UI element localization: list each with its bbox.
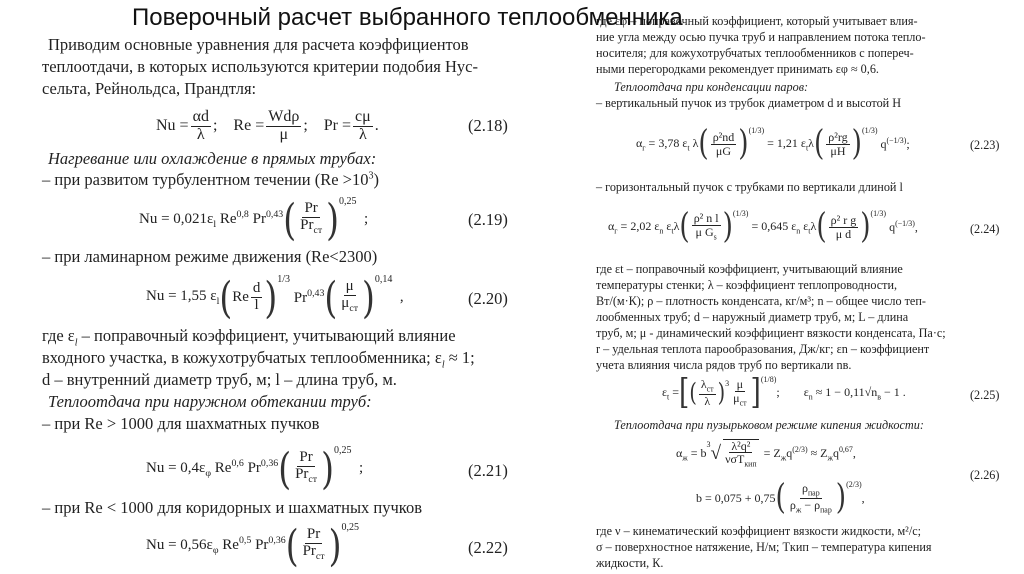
intro-line-1: Приводим основные уравнения для расчета коэффициентов: [48, 35, 469, 54]
equation-2-18: Nu = $\frac{\alpha d}{\lambda}$ ; Re = $\frac{\text{Wdρ}}{\mu}$ ; Pr = $\frac{c\mu}{\lambda}$ .: [156, 107, 379, 143]
slide-title: Поверочный расчет выбранного теплообменника: [132, 4, 683, 31]
heading-straight-tubes: Нагревание или охлаждение в прямых трубах:: [48, 149, 377, 168]
equation-number-2-23: (2.23): [970, 138, 1000, 152]
right-line-2: ние угла между осью пучка труб и направлением потока тепло-: [596, 30, 926, 44]
equation-2-26b: b = 0,075 + 0,75 ( $\frac{\rho_{пар}}{\rho_ж - \rho_{пар}}$ ) (2/3) ,: [696, 476, 865, 518]
equation-2-21: $Nu = 0,4\varepsilon_\varphi$ Re$^{0,6}$ Pr$^{0,36}$ ( $\frac{Pr}{Pr_{ст}}$ ) 0,25 ;: [146, 442, 364, 494]
equation-number-2-22: (2.22): [468, 538, 508, 557]
equation-number-2-25: (2.25): [970, 388, 1000, 402]
right-column: [596, 4, 1018, 570]
intro-line-2: теплоотдачи, в которых используются критерии подобия Нус-: [42, 57, 478, 76]
equation-2-22: $Nu = 0,56\varepsilon_\varphi$ Re$^{0,5}$ Pr$^{0,36}$ ( $\frac{Pr}{Pr_{ст}}$ ) 0,25: [146, 519, 359, 571]
equation-number-2-20: (2.20): [468, 289, 508, 308]
definitions-line-1: где εt – поправочный коэффициент, учитывающий влияние: [596, 262, 903, 276]
heading-boiling: Теплоотдача при пузырьковом режиме кипения жидкости:: [614, 418, 924, 432]
definitions-line-7: учета влияния числа рядов труб по вертикали nв.: [596, 358, 852, 372]
definitions-line-3: Вт/(м·К); ρ – плотность конденсата, кг/м³; n – общее число теп-: [596, 294, 926, 308]
turbulent-flow-line: – при развитом турбулентном течении $(Re >10^3)$: [42, 170, 379, 189]
scanned-page: [6, 4, 1018, 570]
equation-2-20: Nu = 1,55 $\varepsilon_l$ ( Re $\frac{d}{l}$ ) 1/3 Pr$^{0,43}$ ( $\frac{\mu}{\mu_{ст}}$ ) 0,14 ,: [146, 271, 404, 323]
equation-number-2-18: (2.18): [468, 116, 508, 135]
final-line-2: σ – поверхностное натяжение, Н/м; Tкип – температура кипения: [596, 540, 932, 554]
where-line-2: входного участка, в кожухотрубчатых теплообменника; $\varepsilon_l \approx 1$;: [42, 348, 475, 371]
where-line-3: d – внутренний диаметр труб, м; l – длина труб, м.: [42, 370, 397, 389]
equation-number-2-19: (2.19): [468, 210, 508, 229]
final-line-3: жидкости, К.: [596, 556, 664, 570]
where-line-1: где $\varepsilon_l$ – поправочный коэффициент, учитывающий влияние: [42, 326, 456, 349]
laminar-flow-line: – при ламинарном режиме движения (Re<2300): [42, 247, 378, 266]
equation-2-25: $\varepsilon_t$ = [ ( $\frac{\lambda_{ст}}{\lambda}$ ) 3 $\frac{\mu}{\mu_{ст}}$ ] (1/8) ; $\varepsilon_n \approx 1 - 0,11√n_в - 1$ .: [662, 371, 906, 413]
vertical-bundle-line: – вертикальный пучок из трубок диаметром d и высотой H: [596, 96, 902, 110]
right-line-3: носителя; для кожухотрубчатых теплообменников с попереч-: [596, 46, 914, 60]
heading-condensation: Теплоотдача при конденсации паров:: [614, 80, 809, 94]
right-line-4: ными перегородками рекомендует принимать εφ ≈ 0,6.: [596, 62, 879, 76]
equation-number-2-21: (2.21): [468, 461, 508, 480]
equation-2-23: $\alpha_г = 3,78$ $\varepsilon_t$ λ ( $\frac{\text{ρ²nd}}{\mu G}$ ) (1/3) = 1,21 $\varepsilon_t\lambda$ ( $\frac{\text{ρ²rg}}{\mu H}$ ) (1/3) $q^{(-1/3)}$;: [636, 122, 910, 164]
equation-2-19: $Nu = 0,021\varepsilon_l$ Re$^{0,8}$ Pr$^{0,43}$ ( $\frac{Pr}{Pr_{ст}}$ ) 0,25 ;: [139, 193, 369, 245]
corridor-line: – при Re < 1000 для коридорных и шахматных пучков: [42, 498, 423, 517]
staggered-line: – при Re > 1000 для шахматных пучков: [42, 414, 320, 433]
equation-number-2-26: (2.26): [970, 468, 1000, 482]
equation-number-2-24: (2.24): [970, 222, 1000, 236]
definitions-line-6: r – удельная теплота парообразования, Дж/кг; εn – коэффициент: [596, 342, 930, 356]
horizontal-bundle-line: – горизонтальный пучок с трубками по вертикали длиной l: [596, 180, 903, 194]
equation-2-24: $\alpha_г = 2,02$ $\varepsilon_n$ $\varepsilon_t\lambda$ ( $\frac{\text{ρ² n l}}{\mu G_s}$ ) (1/3) = 0,645 $\varepsilon_n$ $\varepsilon_t\lambda$ ( $\frac{\text{ρ² r g}}{\text{μ d}}$ ) (1/3) $q^{(-1/3)}$,: [608, 205, 918, 247]
definitions-line-2: температуры стенки; λ – коэффициент теплопроводности,: [596, 278, 898, 292]
final-line-1: где ν – кинематический коэффициент вязкости жидкости, м²/с;: [596, 524, 922, 538]
heading-outer-flow: Теплоотдача при наружном обтекании труб:: [48, 392, 372, 411]
intro-line-3: сельта, Рейнольдса, Прандтля:: [42, 79, 257, 98]
right-line-1: где εφ – поправочный коэффициент, который учитывает влия-: [596, 14, 918, 28]
definitions-line-4: лообменных труб; d – наружный диаметр труб, м; L – длина: [596, 310, 909, 324]
equation-2-26a: $\alpha_ж = b$ 3 √ $\frac{\text{λ²q²}}{\nu\sigma T_{кип}}$ = $Z_жq^{(2/3)} \approx Z_жq^{0,67}$,: [676, 438, 856, 469]
definitions-line-5: труб, м; μ - динамический коэффициент вязкости конденсата, Па·с;: [596, 326, 946, 340]
